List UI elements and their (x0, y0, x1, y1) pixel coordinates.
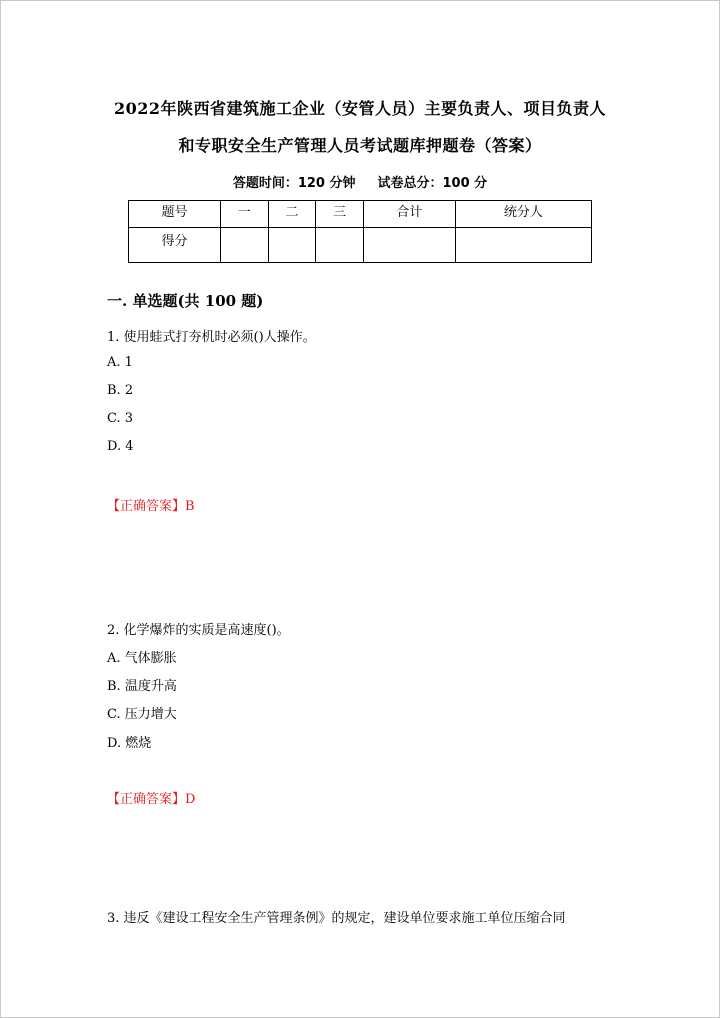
question-option: A. 气体膨胀 (107, 651, 177, 666)
score-cell (220, 228, 268, 263)
score-header-cell: 统分人 (455, 201, 591, 228)
score-cell (363, 228, 455, 263)
score-cell (268, 228, 316, 263)
question-option: D. 4 (107, 439, 134, 454)
question-stem: 1. 使用蛙式打夯机时必须()人操作。 (107, 330, 316, 345)
score-cell (316, 228, 364, 263)
score-table-score-row (129, 228, 592, 263)
question-stem: 3. 违反《建设工程安全生产管理条例》的规定，建设单位要求施工单位压缩合同 (107, 911, 566, 926)
question-option: C. 3 (107, 411, 134, 426)
correct-answer-value: B (185, 499, 195, 514)
correct-answer-value: D (185, 792, 196, 807)
correct-answer-label: 【正确答案】 (107, 499, 186, 514)
section-title: 一. 单选题(共 100 题) (107, 292, 264, 310)
correct-answer (107, 495, 195, 514)
score-row-label: 得分 (129, 228, 221, 263)
question-option: A. 1 (107, 355, 133, 370)
score-cell (455, 228, 591, 263)
correct-answer (107, 788, 195, 807)
score-header-cell: 题号 (129, 201, 221, 228)
score-header-cell: 二 (268, 201, 316, 228)
correct-answer-label: 【正确答案】 (107, 792, 186, 807)
score-header-cell: 三 (316, 201, 364, 228)
score-header-cell: 一 (220, 201, 268, 228)
exam-meta (0, 172, 720, 191)
exam-total-score: 试卷总分：100 分 (377, 176, 488, 191)
document-title-line-1: 2022年陕西省建筑施工企业（安管人员）主要负责人、项目负责人 (113, 99, 607, 118)
exam-time: 答题时间：120 分钟 (232, 176, 356, 191)
question-option: C. 压力增大 (107, 707, 177, 722)
document-title-line-2: 和专职安全生产管理人员考试题库押题卷（答案） (178, 136, 542, 155)
question-option: B. 2 (107, 383, 134, 398)
question-stem: 2. 化学爆炸的实质是高速度()。 (107, 623, 290, 638)
score-table (128, 200, 592, 263)
score-header-cell: 合计 (363, 201, 455, 228)
score-table-header-row (129, 201, 592, 228)
question-option: B. 温度升高 (107, 679, 177, 694)
question-option: D. 燃烧 (107, 736, 152, 751)
